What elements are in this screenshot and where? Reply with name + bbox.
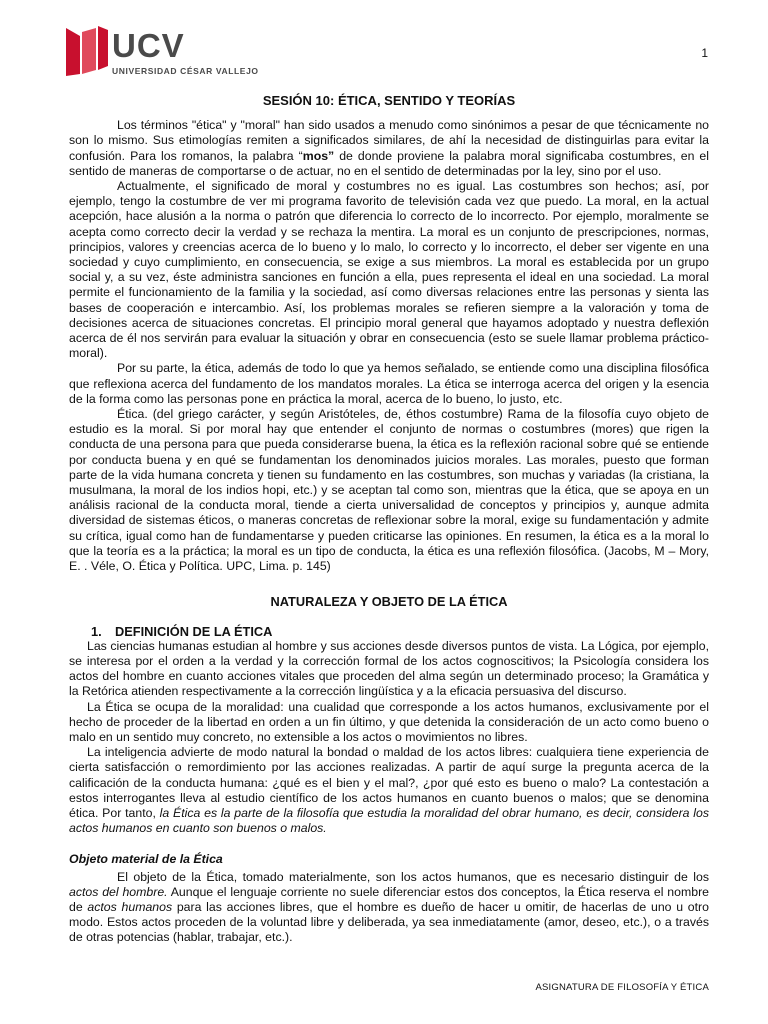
subsection-heading [91,624,709,639]
university-logo [66,26,259,82]
intro-paragraph-1 [69,118,709,179]
page-footer: ASIGNATURA DE FILOSOFÍA Y ÉTICA [535,982,709,993]
document-body [69,93,709,946]
definition-italic: la Ética es la parte de la filosofía que estudia la moralidad del obrar humano, es decir, considera los actos humanos en cuanto son buenos o malos. [69,805,710,836]
intro-paragraph-3: Por su parte, la ética, además de todo lo que ya hemos señalado, se entiende como una disciplina filosófica que reflexiona acerca del fundamento de los mandatos morales. La ética se interroga acerca del origen y la esencia de la forma como las personas pone en práctica la moral, acerca de lo bueno, lo justo, etc. [69,361,709,406]
text-span: Aunque el lenguaje corriente no suele diferenciar estos dos conceptos, la Ética reserva el nombre de [69,884,710,914]
objeto-paragraph [69,870,709,946]
bold-term: mos” [302,148,335,163]
text-span: Los términos "ética" y "moral" han sido usados a menudo como sinónimos a pesar de que técnicamente no son lo mismo. Sus etimologías remiten a significados similares, de ahí la necesidad de distinguirlas para evitar la confusión. Para los romanos, la palabra “ [69,118,709,163]
italic-term: actos del hombre. [69,884,168,899]
text-span: para las acciones libres, que el hombre es dueño de hacer u omitir, de hacerlas de uno u otro modo. Estos actos proceden de la voluntad libre y deliberada, ya sea inmediatamente (amor, deseo, etc.), o a través de otras potencias (hablar, trabajar, etc.). [69,899,709,945]
page-title: SESIÓN 10: ÉTICA, SENTIDO Y TEORÍAS [262,93,516,108]
page-number: 1 [701,46,708,60]
intro-paragraph-2: Actualmente, el significado de moral y costumbres no es igual. Las costumbres son hechos; así, por ejemplo, tengo la costumbre de ver mi programa favorito de televisión cada vez que puedo. La moral, en la actual acepción, hace alusión a la norma o patrón que diferencia lo correcto de lo incorrecto. Por ejemplo, moralmente se acepta como correcto decir la verdad y se rechaza la mentira. La moral es un conjunto de prescripciones, normas, principios, valores y creencias acerca de lo bueno y lo malo, lo correcto y lo incorrecto, el deber ser vigente en una sociedad y cuyo cumplimiento, en consecuencia, se exige a sus miembros. La moral es establecida por un grupo social y, a su vez, éste administra sanciones en función a ella, pues representa el ideal en una sociedad. La moral permite el funcionamiento de la familia y la sociedad, así como diversas relaciones entre las personas y sienta las bases de cooperación e intercambio. Así, los problemas morales se refieren siempre a la valoración y toma de decisiones acerca de situaciones concretas. El principio moral general que hayamos adoptado y nuestra deflexión acerca de él nos servirán para evaluar la situación y obrar en consecuencia (esto se suele llamar problema práctico-moral). [69,179,709,361]
definition-paragraph-1: Las ciencias humanas estudian al hombre y sus acciones desde diversos puntos de vista. La Lógica, por ejemplo, se interesa por el orden a la verdad y la corrección formal de los actos cognoscitivos; la Psicología considera los actos del hombre en cuanto acciones vitales que proceden del alma según un determinado proceso; la Gramática y la Retórica atienden respectivamente a la corrección lingüística y a la eficacia persuasiva del discurso. [69,638,709,699]
subsection-number: 1. [91,623,102,639]
text-span: La inteligencia advierte de modo natural la bondad o maldad de los actos libres: cualquiera tiene experiencia de cierta satisfacción o remordimiento por las acciones realizadas. A partir de aquí surge la pregunta acerca de la calificación de la conducta humana: ¿qué es el bien y el mal?, ¿por qué esto es bueno o malo? La contestación a estos interrogantes lleva al estudio científico de los actos humanos en cuanto buenos o malos; que se denomina ética. Por tanto, [69,745,709,820]
ucv-logo-mark-icon [66,26,108,78]
logo-subtitle: UNIVERSIDAD CÉSAR VALLEJO [112,66,259,76]
definition-paragraph-3 [69,745,709,836]
definition-paragraph-2: La Ética se ocupa de la moralidad: una cualidad que corresponde a los actos humanos, exclusivamente por el hecho de proceder de la libertad en orden a un fin último, y que detenida la consideración de un acto como bueno o malo en un sentido muy concreto, no extensible a los actos o movimientos no libres. [69,699,709,744]
logo-text: UCV [112,27,185,64]
intro-paragraph-4: Ética. (del griego carácter, y según Aristóteles, de, éthos costumbre) Rama de la filosofía cuyo objeto de estudio es la moral. Si por moral hay que entender el conjunto de normas o costumbres (mores) que rigen la conducta de una persona para que pueda considerarse buena, la ética es la reflexión racional sobre qué se entiende por conducta buena y en qué se fundamentan los denominados juicios morales. Las morales, puesto que forman parte de la vida humana concreta y tienen su fundamento en las costumbres, son muchas y variadas (la cristiana, la musulmana, la moral de los indios hopi, etc.) y se aceptan tal como son, mientras que la ética, que se apoya en un análisis racional de la conducta moral, tiende a cierta universalidad de conceptos y principios y, aunque admita diversidad de sistemas éticos, o maneras concretas de reflexionar sobre la moral, exige su fundamentación y admite su crítica, igual como han de fundamentarse y pueden criticarse las opiniones. En resumen, la ética es a la moral lo que la teoría es a la práctica; la moral es un tipo de conducta, la ética es una reflexión filosófica. (Jacobs, M – Mory, E. . Véle, O. Ética y Política. UPC, Lima. p. 145) [69,407,709,574]
text-span: El objeto de la Ética, tomado materialmente, son los actos humanos, que es necesario distinguir de los [117,869,709,884]
italic-term: actos humanos [87,899,173,914]
section-title: NATURALEZA Y OBJETO DE LA ÉTICA [270,594,508,610]
subsection-title: DEFINICIÓN DE LA ÉTICA [115,623,273,639]
objeto-heading: Objeto material de la Ética [69,852,223,867]
text-span: de donde proviene la palabra moral significaba costumbres, en el sentido de maneras de comportarse o de actuar, no en el sentido de determinadas por la ley, sino por el uso. [69,148,710,178]
